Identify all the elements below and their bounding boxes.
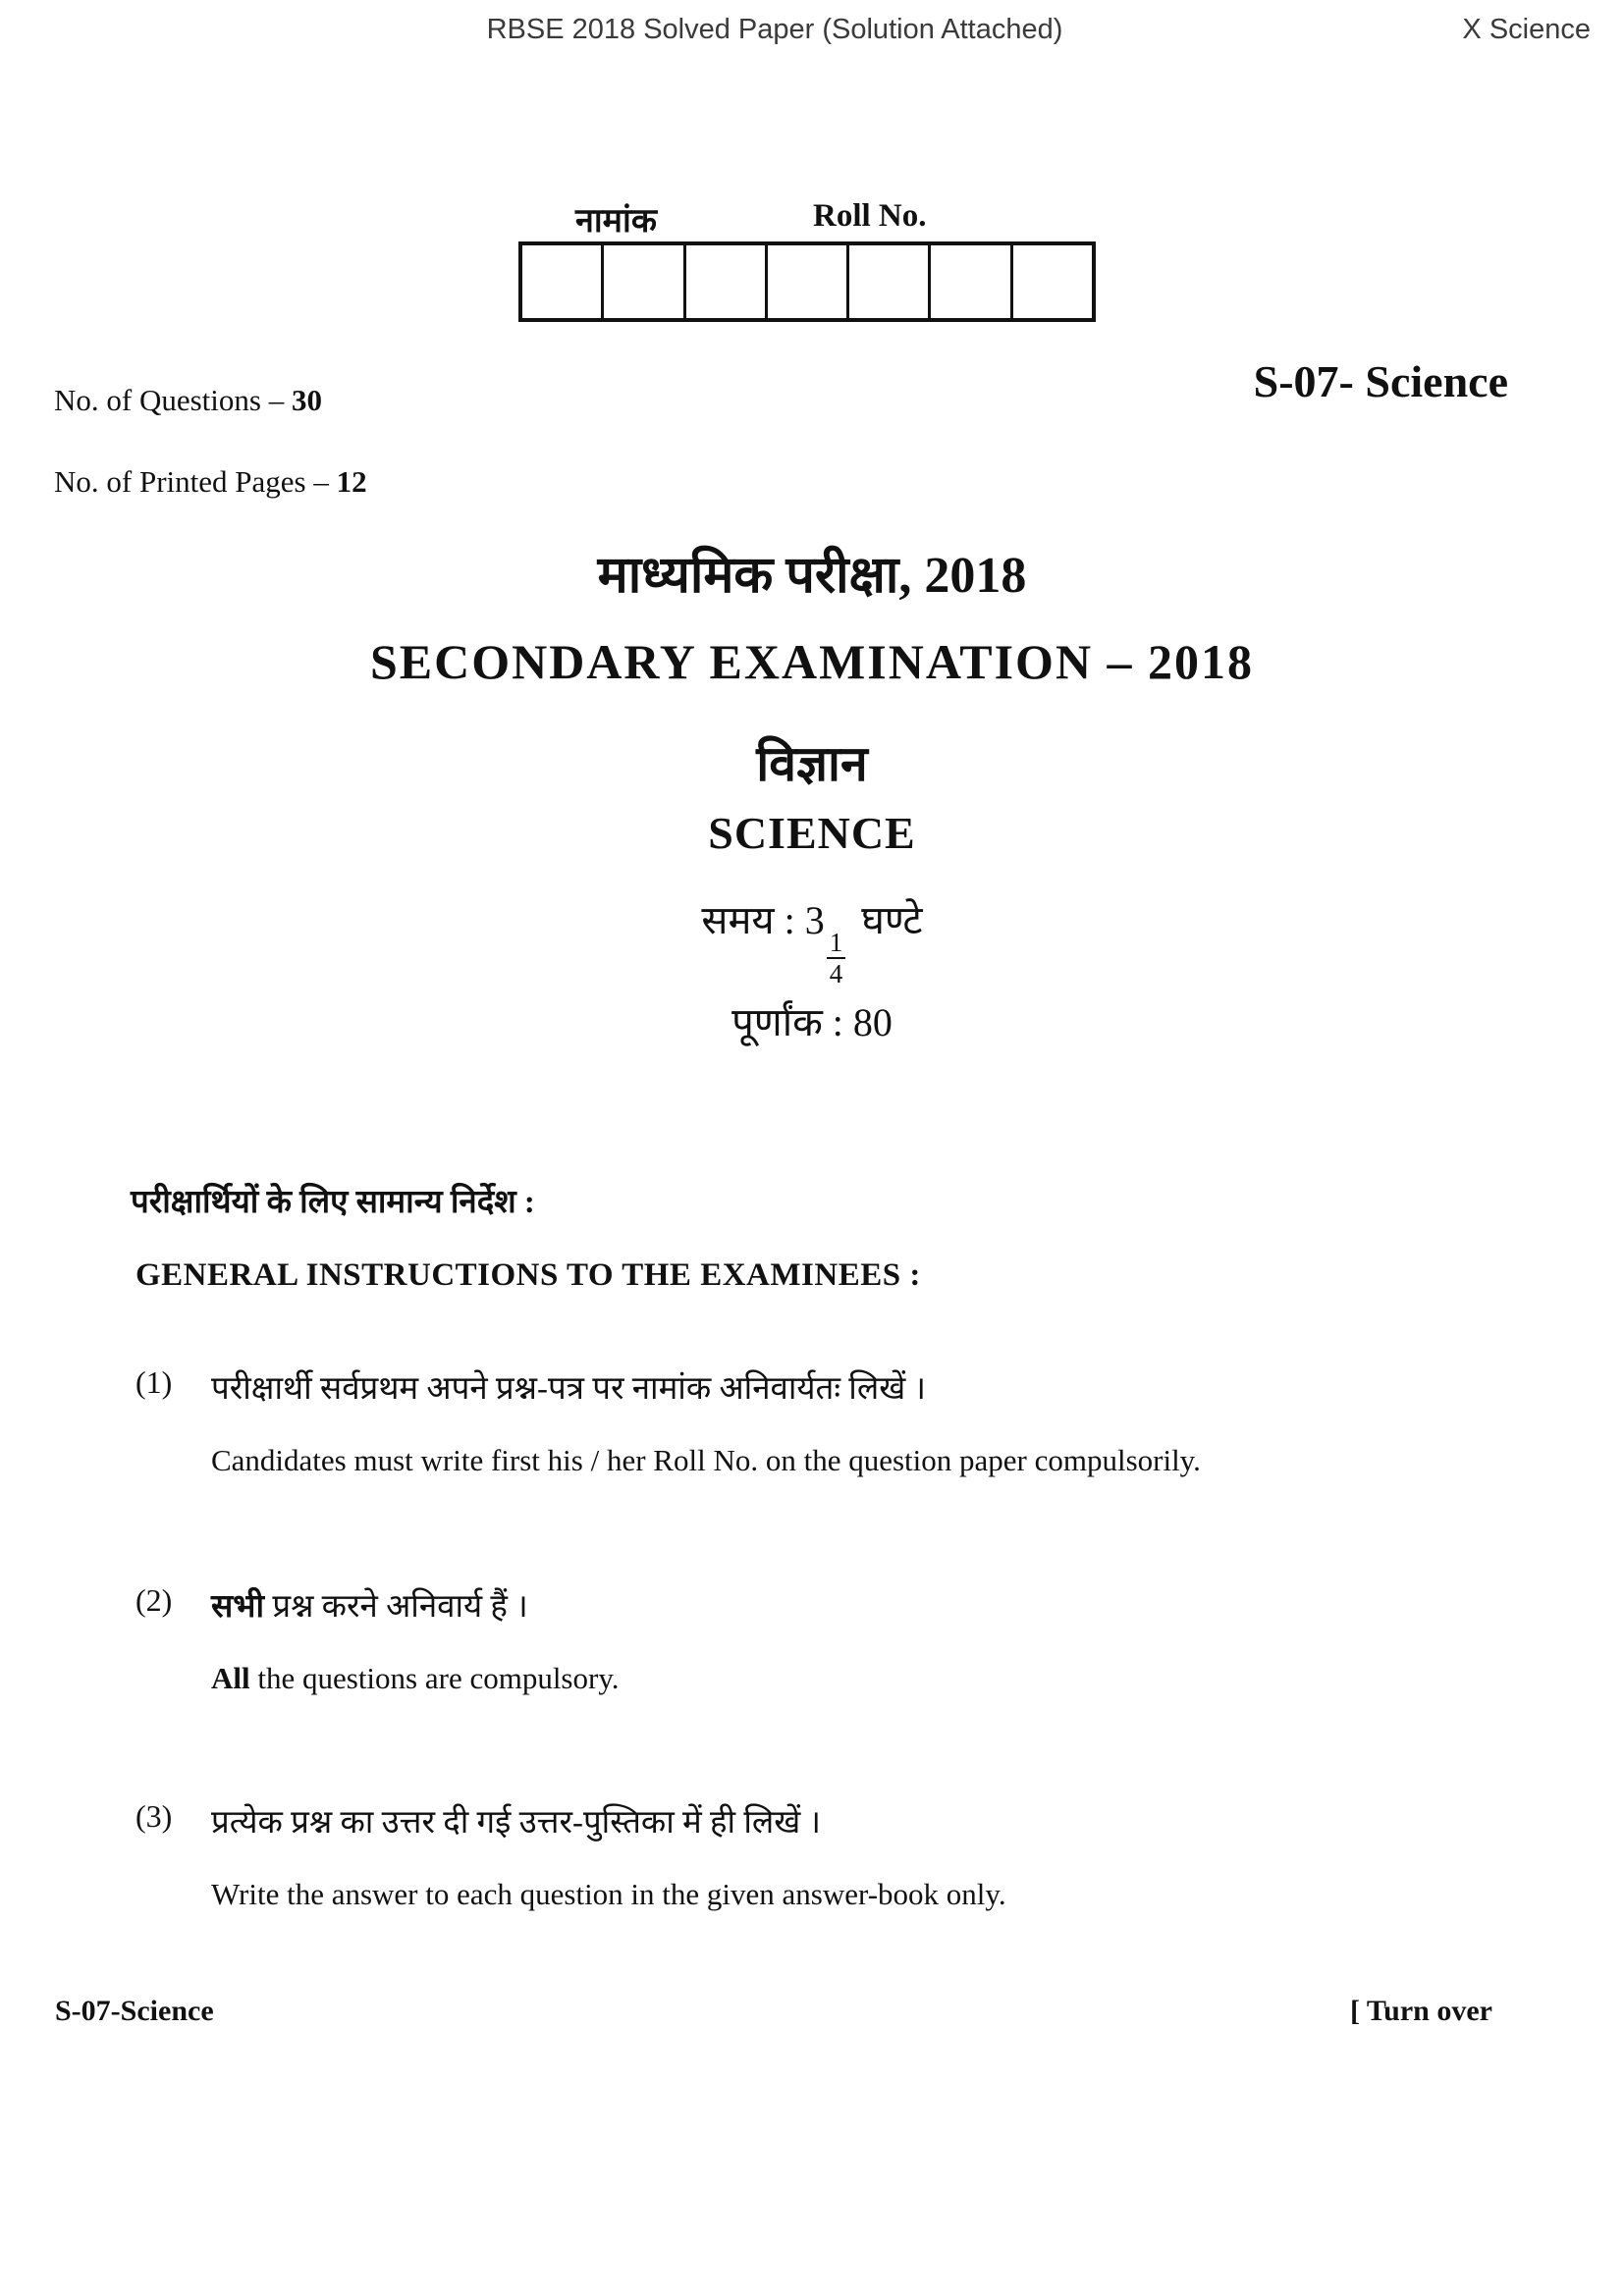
pages-count-line (54, 464, 367, 500)
questions-count-label: No. of Questions – (54, 383, 292, 417)
time-allowed-line (0, 891, 1624, 988)
pages-count-label: No. of Printed Pages – (54, 464, 337, 499)
time-fraction-numerator: 1 (827, 929, 846, 959)
time-label: समय : (701, 898, 805, 942)
roll-number-block (518, 196, 1096, 322)
instructions-heading-english: GENERAL INSTRUCTIONS TO THE EXAMINEES : (135, 1257, 921, 1293)
instruction-1-english (211, 1443, 1517, 1478)
pages-count-value: 12 (336, 464, 367, 499)
footer-turn-over: [ Turn over (1349, 1995, 1492, 2027)
time-unit: घण्टे (851, 898, 923, 942)
questions-count-value: 30 (291, 383, 322, 417)
instruction-2-english-bold: All (211, 1661, 250, 1695)
instruction-1-number: (1) (135, 1364, 173, 1400)
instruction-1-english-text: Candidates must write first his / her Roll No. on the question paper compulsorily. (211, 1443, 1201, 1477)
time-whole-number: 3 (804, 898, 825, 942)
subject-title-english: SCIENCE (708, 808, 916, 858)
instruction-3-english-text: Write the answer to each question in the given answer-book only. (211, 1877, 1006, 1911)
max-marks-label: पूर्णांक : (731, 1000, 853, 1044)
roll-no-box (931, 245, 1012, 318)
time-fraction-denominator: 4 (829, 959, 843, 989)
roll-number-labels (518, 196, 1096, 241)
roll-no-box (522, 245, 604, 318)
exam-title-english: SECONDARY EXAMINATION – 2018 (369, 634, 1255, 689)
instruction-2-hindi-text: प्रश्न करने अनिवार्य हैं । (264, 1589, 528, 1625)
roll-label-english: Roll No. (813, 198, 927, 234)
max-marks-value: 80 (852, 1000, 893, 1044)
instruction-2-english-text: the questions are compulsory. (249, 1661, 620, 1695)
roll-no-box (768, 245, 849, 318)
instruction-1-hindi-text: परीक्षार्थी सर्वप्रथम अपने प्रश्न-पत्र पर नामांक अनिवार्यतः लिखें । (211, 1371, 926, 1407)
questions-count-line (54, 383, 322, 418)
instruction-3-hindi-text: प्रत्येक प्रश्न का उत्तर दी गई उत्तर-पुस्तिका में ही लिखें । (211, 1805, 821, 1841)
paper-code: S-07- Science (1253, 356, 1508, 406)
instructions-heading-hindi: परीक्षार्थियों के लिए सामान्य निर्देश : (131, 1185, 535, 1220)
roll-label-hindi: नामांक (575, 203, 657, 240)
instruction-1-hindi (211, 1364, 1517, 1409)
roll-no-box (604, 245, 685, 318)
instruction-2-hindi-bold: सभी (211, 1589, 265, 1625)
subject-title-hindi: विज्ञान (756, 736, 868, 791)
instruction-3-number: (3) (135, 1798, 173, 1834)
roll-no-boxes (518, 241, 1096, 322)
roll-no-box (1013, 245, 1092, 318)
instruction-2-number: (2) (135, 1582, 173, 1618)
instruction-2-english (211, 1661, 1517, 1696)
instruction-2-hindi (211, 1582, 1517, 1627)
exam-title-hindi: माध्यमिक परीक्षा, 2018 (597, 548, 1027, 604)
instruction-3-hindi (211, 1798, 1517, 1842)
time-fraction (827, 929, 846, 988)
roll-no-box (686, 245, 768, 318)
footer-paper-code: S-07-Science (55, 1995, 214, 2027)
page-header-subject: X Science (1462, 14, 1591, 45)
max-marks-line (0, 993, 1624, 1047)
page-header-title: RBSE 2018 Solved Paper (Solution Attached) (486, 14, 1063, 45)
roll-no-box (849, 245, 931, 318)
instruction-3-english (211, 1877, 1517, 1912)
